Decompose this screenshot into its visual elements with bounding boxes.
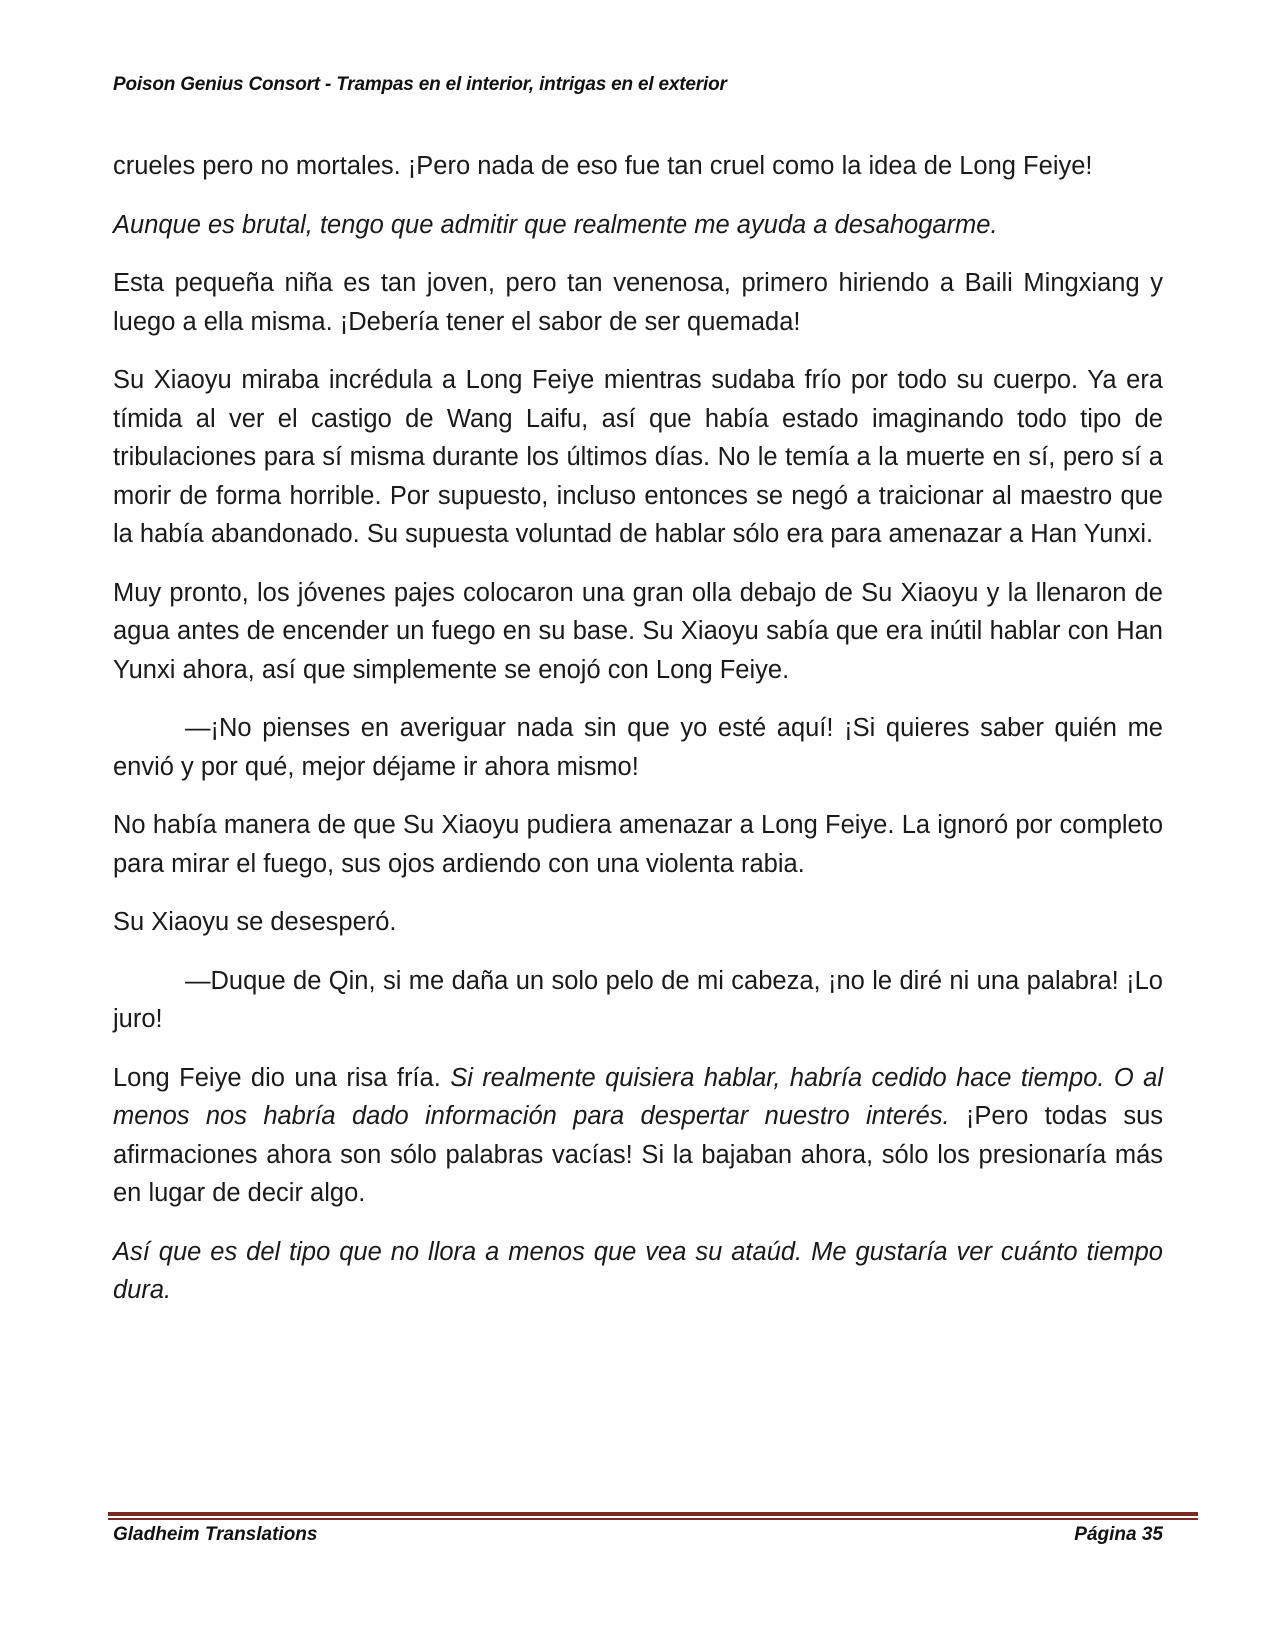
footer-rule-thick (108, 1512, 1198, 1516)
paragraph-3: Esta pequeña niña es tan joven, pero tan venenosa, primero hiriendo a Baili Mingxiang y luego a ella misma. ¡Debería tener el sabor de ser quemada! (113, 269, 1163, 336)
paragraph-11-thought: Así que es del tipo que no llora a menos que vea su ataúd. Me gustaría ver cuánto tiempo dura. (113, 1237, 1163, 1304)
paragraph-10 (113, 1059, 1163, 1213)
paragraph-10-start: Long Feiye dio una risa fría. (113, 1063, 451, 1092)
paragraph-9-dialogue: —Duque de Qin, si me daña un solo pelo de mi cabeza, ¡no le diré ni una palabra! ¡Lo juro! (113, 966, 1163, 1033)
paragraph-5: Muy pronto, los jóvenes pajes colocaron una gran olla debajo de Su Xiaoyu y la llenaron de agua antes de encender un fuego en su base. Su Xiaoyu sabía que era inútil hablar con Han Yunxi ahora, así que simplemente se enojó con Long Feiye. (113, 578, 1163, 684)
page-header: Poison Genius Consort - Trampas en el interior, intrigas en el exterior (113, 74, 727, 95)
footer-rule-thin (108, 1518, 1198, 1520)
paragraph-4: Su Xiaoyu miraba incrédula a Long Feiye mientras sudaba frío por todo su cuerpo. Ya era tímida al ver el castigo de Wang Laifu, así que había estado imaginando todo tipo de tribulaciones para sí misma durante los últimos días. No le temía a la muerte en sí, pero sí a morir de forma horrible. Por supuesto, incluso entonces se negó a traicionar al maestro que la había abandonado. Su supuesta voluntad de hablar sólo era para amenazar a Han Yunxi. (113, 366, 1163, 548)
paragraph-7: No había manera de que Su Xiaoyu pudiera amenazar a Long Feiye. La ignoró por completo para mirar el fuego, sus ojos ardiendo con una violenta rabia. (113, 811, 1163, 878)
footer-credit: Gladheim Translations (113, 1524, 318, 1545)
paragraph-2-thought: Aunque es brutal, tengo que admitir que realmente me ayuda a desahogarme. (113, 210, 998, 239)
paragraph-10-thought: Si realmente quisiera hablar, habría cedido hace tiempo. O al menos nos habría dado información para despertar nuestro interés. (113, 1063, 1163, 1130)
paragraph-10-end: ¡Pero todas sus afirmaciones ahora son sólo palabras vacías! Si la bajaban ahora, sólo los presionaría más en lugar de decir algo. (113, 1102, 1164, 1207)
page-number: Página 35 (1074, 1524, 1163, 1545)
paragraph-8: Su Xiaoyu se desesperó. (113, 908, 397, 936)
footer-rule (108, 1512, 1198, 1520)
paragraph-6-dialogue: —¡No pienses en averiguar nada sin que yo esté aquí! ¡Si quieres saber quién me envió y por qué, mejor déjame ir ahora mismo! (113, 714, 1163, 781)
page-body (113, 147, 1163, 1330)
paragraph-1: crueles pero no mortales. ¡Pero nada de eso fue tan cruel como la idea de Long Feiye! (113, 152, 1093, 180)
